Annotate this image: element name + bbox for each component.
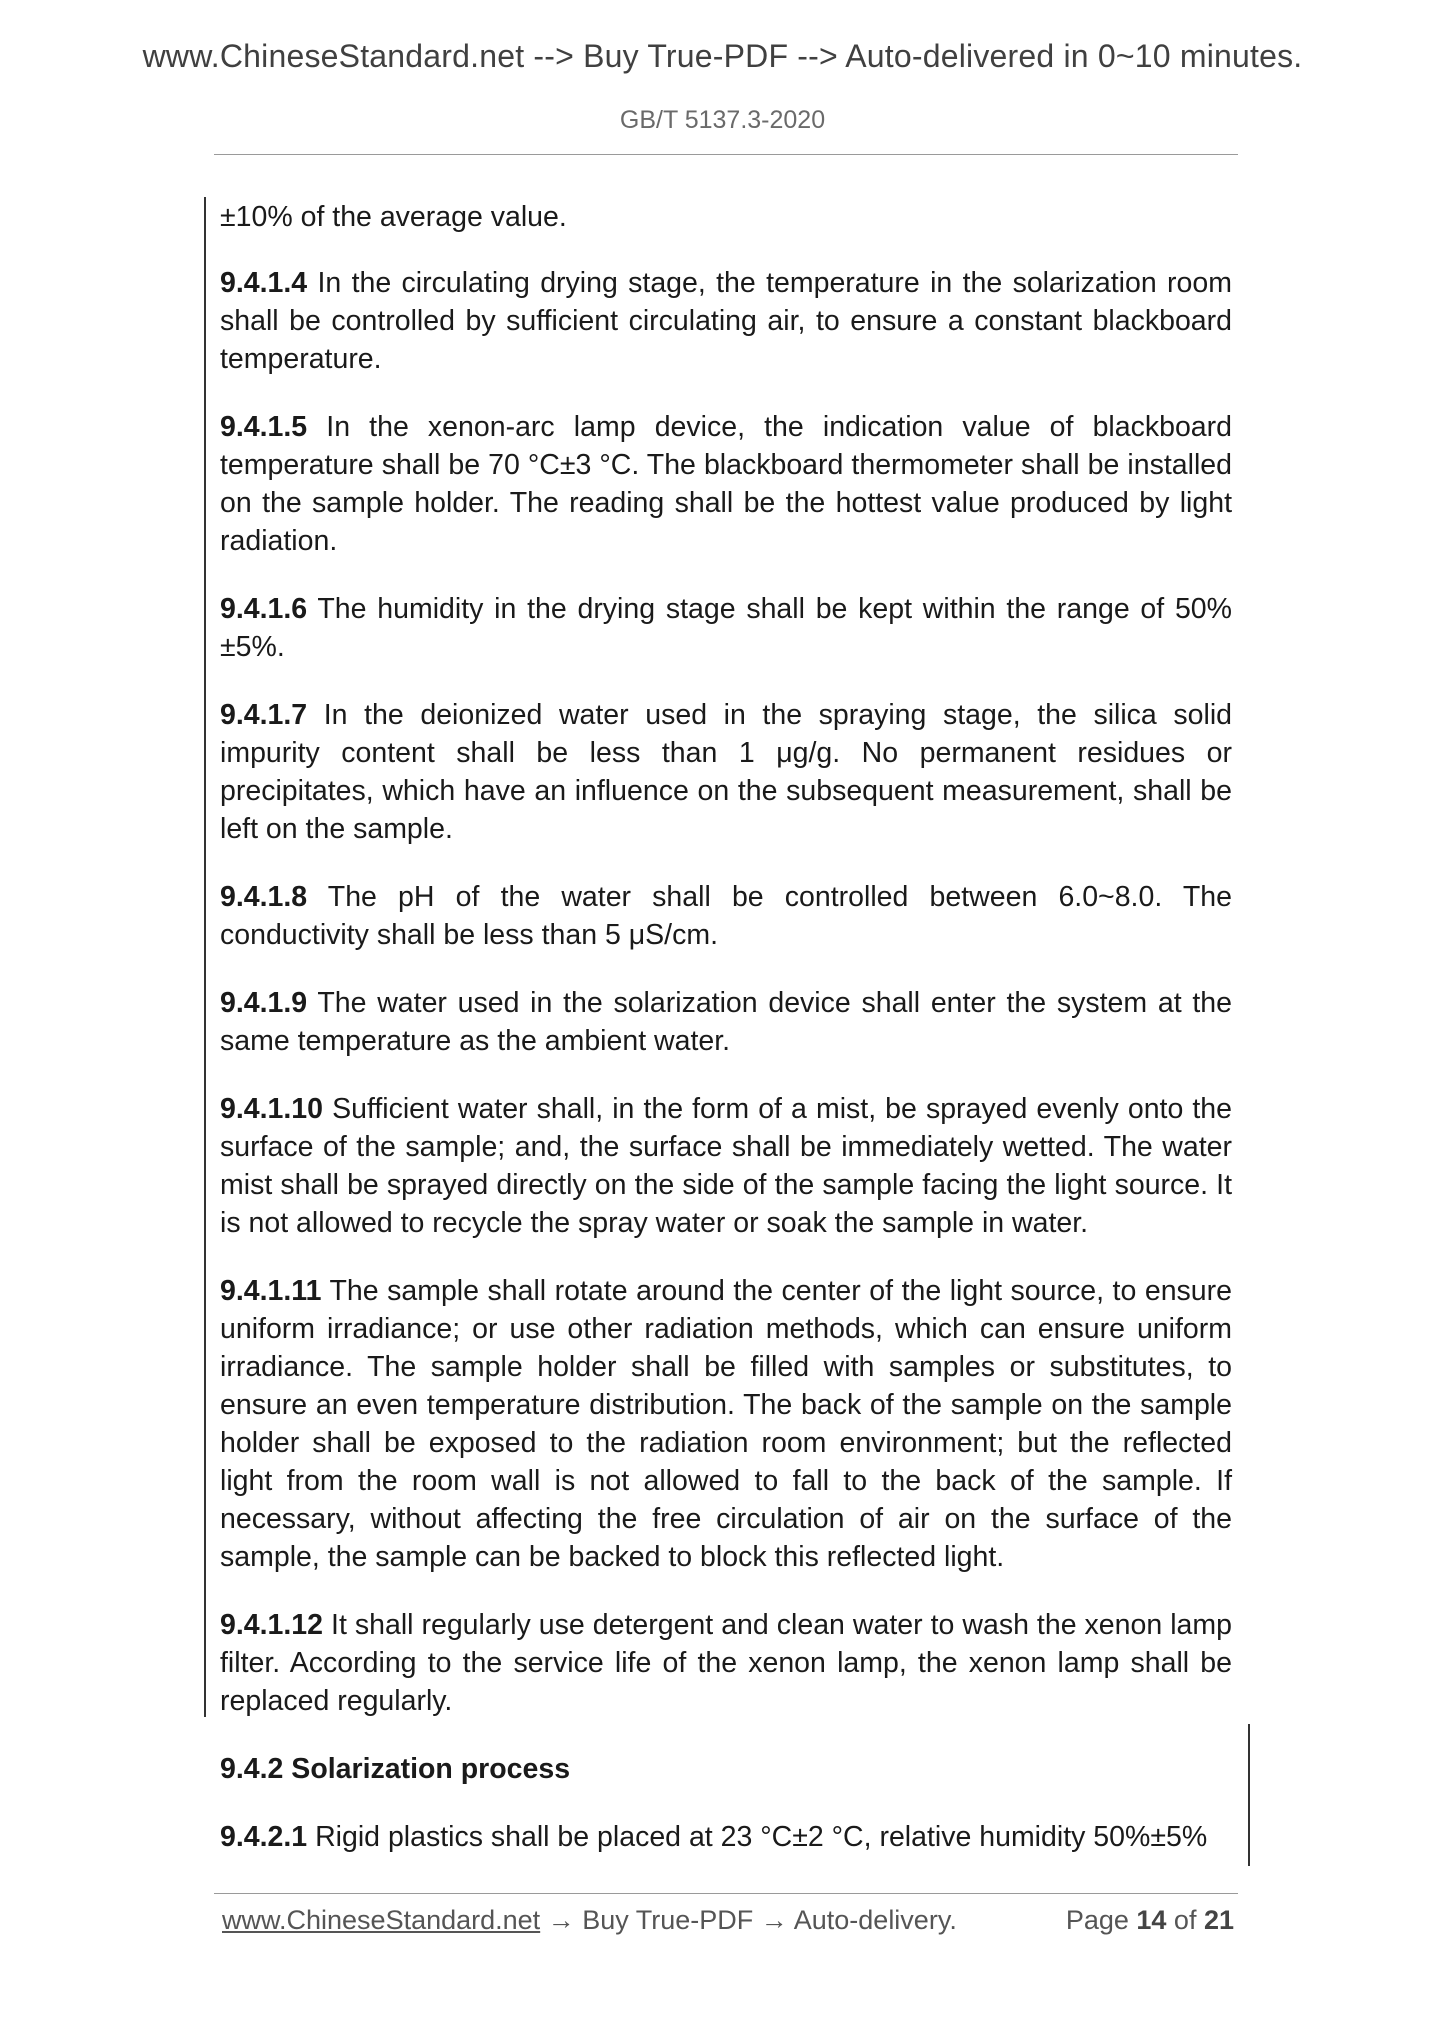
page-footer [222, 1900, 1234, 1940]
clause-9-4-1-4 [220, 264, 1232, 378]
clause-text: The sample shall rotate around the center of the light source, to ensure uniform irradiance; or use other radiation methods, which can ensure uniform irradiance. The sample holder shall be filled with samples or substitutes, to ensure an even temperature distribution. The back of the sample on the sample holder shall be exposed to the radiation room environment; but the reflected light from the room wall is not allowed to fall to the back of the sample. If necessary, without affecting the free circulation of air on the surface of the sample, the sample can be backed to block this reflected light. [220, 1275, 1232, 1573]
clause-text: The pH of the water shall be controlled between 6.0~8.0. The conductivity shall be less than 5 μS/cm. [220, 881, 1232, 951]
clause-number: 9.4.1.7 [220, 699, 308, 731]
document-body [220, 198, 1232, 1886]
clause-text: Rigid plastics shall be placed at 23 °C±2 °C, relative humidity 50%±5% [307, 1821, 1208, 1853]
top-banner: www.ChineseStandard.net --> Buy True-PDF --> Auto-delivered in 0~10 minutes. [142, 38, 1303, 74]
document-code: GB/T 5137.3-2020 [619, 106, 826, 134]
clause-number: 9.4.2.1 [220, 1821, 308, 1853]
clause-9-4-1-5 [220, 408, 1232, 560]
clause-9-4-1-7 [220, 696, 1232, 848]
page-number [1066, 1900, 1234, 1940]
clause-number: 9.4.1.5 [220, 411, 308, 443]
clause-text: In the xenon-arc lamp device, the indication value of blackboard temperature shall be 70 °C±3 °C. The blackboard thermometer shall be installed on the sample holder. The reading shall be the hottest value produced by light radiation. [220, 411, 1232, 557]
clause-number: 9.4.1.8 [220, 881, 308, 913]
footer-divider [214, 1893, 1238, 1894]
clause-9-4-1-10 [220, 1090, 1232, 1242]
footer-site-link[interactable]: www.ChineseStandard.net [222, 1905, 541, 1935]
clause-number: 9.4.1.6 [220, 593, 308, 625]
clause-text: The water used in the solarization device shall enter the system at the same temperature as the ambient water. [220, 987, 1232, 1057]
clause-text: In the deionized water used in the spraying stage, the silica solid impurity content shall be less than 1 μg/g. No permanent residues or precipitates, which have an influence on the subsequent measurement, shall be left on the sample. [220, 699, 1232, 845]
clause-number: 9.4.1.12 [220, 1609, 324, 1641]
header-divider [214, 154, 1238, 155]
clause-text: Sufficient water shall, in the form of a mist, be sprayed evenly onto the surface of the sample; and, the surface shall be immediately wetted. The water mist shall be sprayed directly on the side of the sample facing the light source. It is not allowed to recycle the spray water or soak the sample in water. [220, 1093, 1232, 1239]
page-label: Page [1065, 1905, 1137, 1935]
page-of: of [1166, 1905, 1204, 1935]
clause-9-4-2-1 [220, 1818, 1232, 1856]
footer-text: → Buy True-PDF → Auto-delivery. [540, 1905, 957, 1935]
clause-text: The humidity in the drying stage shall be kept within the range of 50%±5%. [220, 593, 1232, 663]
clause-9-4-1-9 [220, 984, 1232, 1060]
clause-text: It shall regularly use detergent and clean water to wash the xenon lamp filter. According to the service life of the xenon lamp, the xenon lamp shall be replaced regularly. [220, 1609, 1232, 1717]
revision-bar-right [1248, 1724, 1250, 1866]
clause-number: 9.4.1.10 [220, 1093, 324, 1125]
clause-9-4-1-12 [220, 1606, 1232, 1720]
page-current: 14 [1136, 1905, 1167, 1935]
paragraph-continuation [220, 198, 1232, 236]
clause-text: In the circulating drying stage, the temperature in the solarization room shall be controlled by sufficient circulating air, to ensure a constant blackboard temperature. [220, 267, 1232, 375]
clause-number: 9.4.1.11 [220, 1275, 322, 1307]
clause-9-4-1-6 [220, 590, 1232, 666]
paragraph-text: ±10% of the average value. [220, 201, 567, 233]
revision-bar-left [204, 197, 206, 1717]
clause-9-4-1-8 [220, 878, 1232, 954]
page-total: 21 [1203, 1905, 1234, 1935]
section-heading-9-4-2: 9.4.2 Solarization process [220, 1753, 571, 1785]
clause-9-4-1-11 [220, 1272, 1232, 1576]
clause-number: 9.4.1.4 [220, 267, 308, 299]
clause-number: 9.4.1.9 [220, 987, 308, 1019]
